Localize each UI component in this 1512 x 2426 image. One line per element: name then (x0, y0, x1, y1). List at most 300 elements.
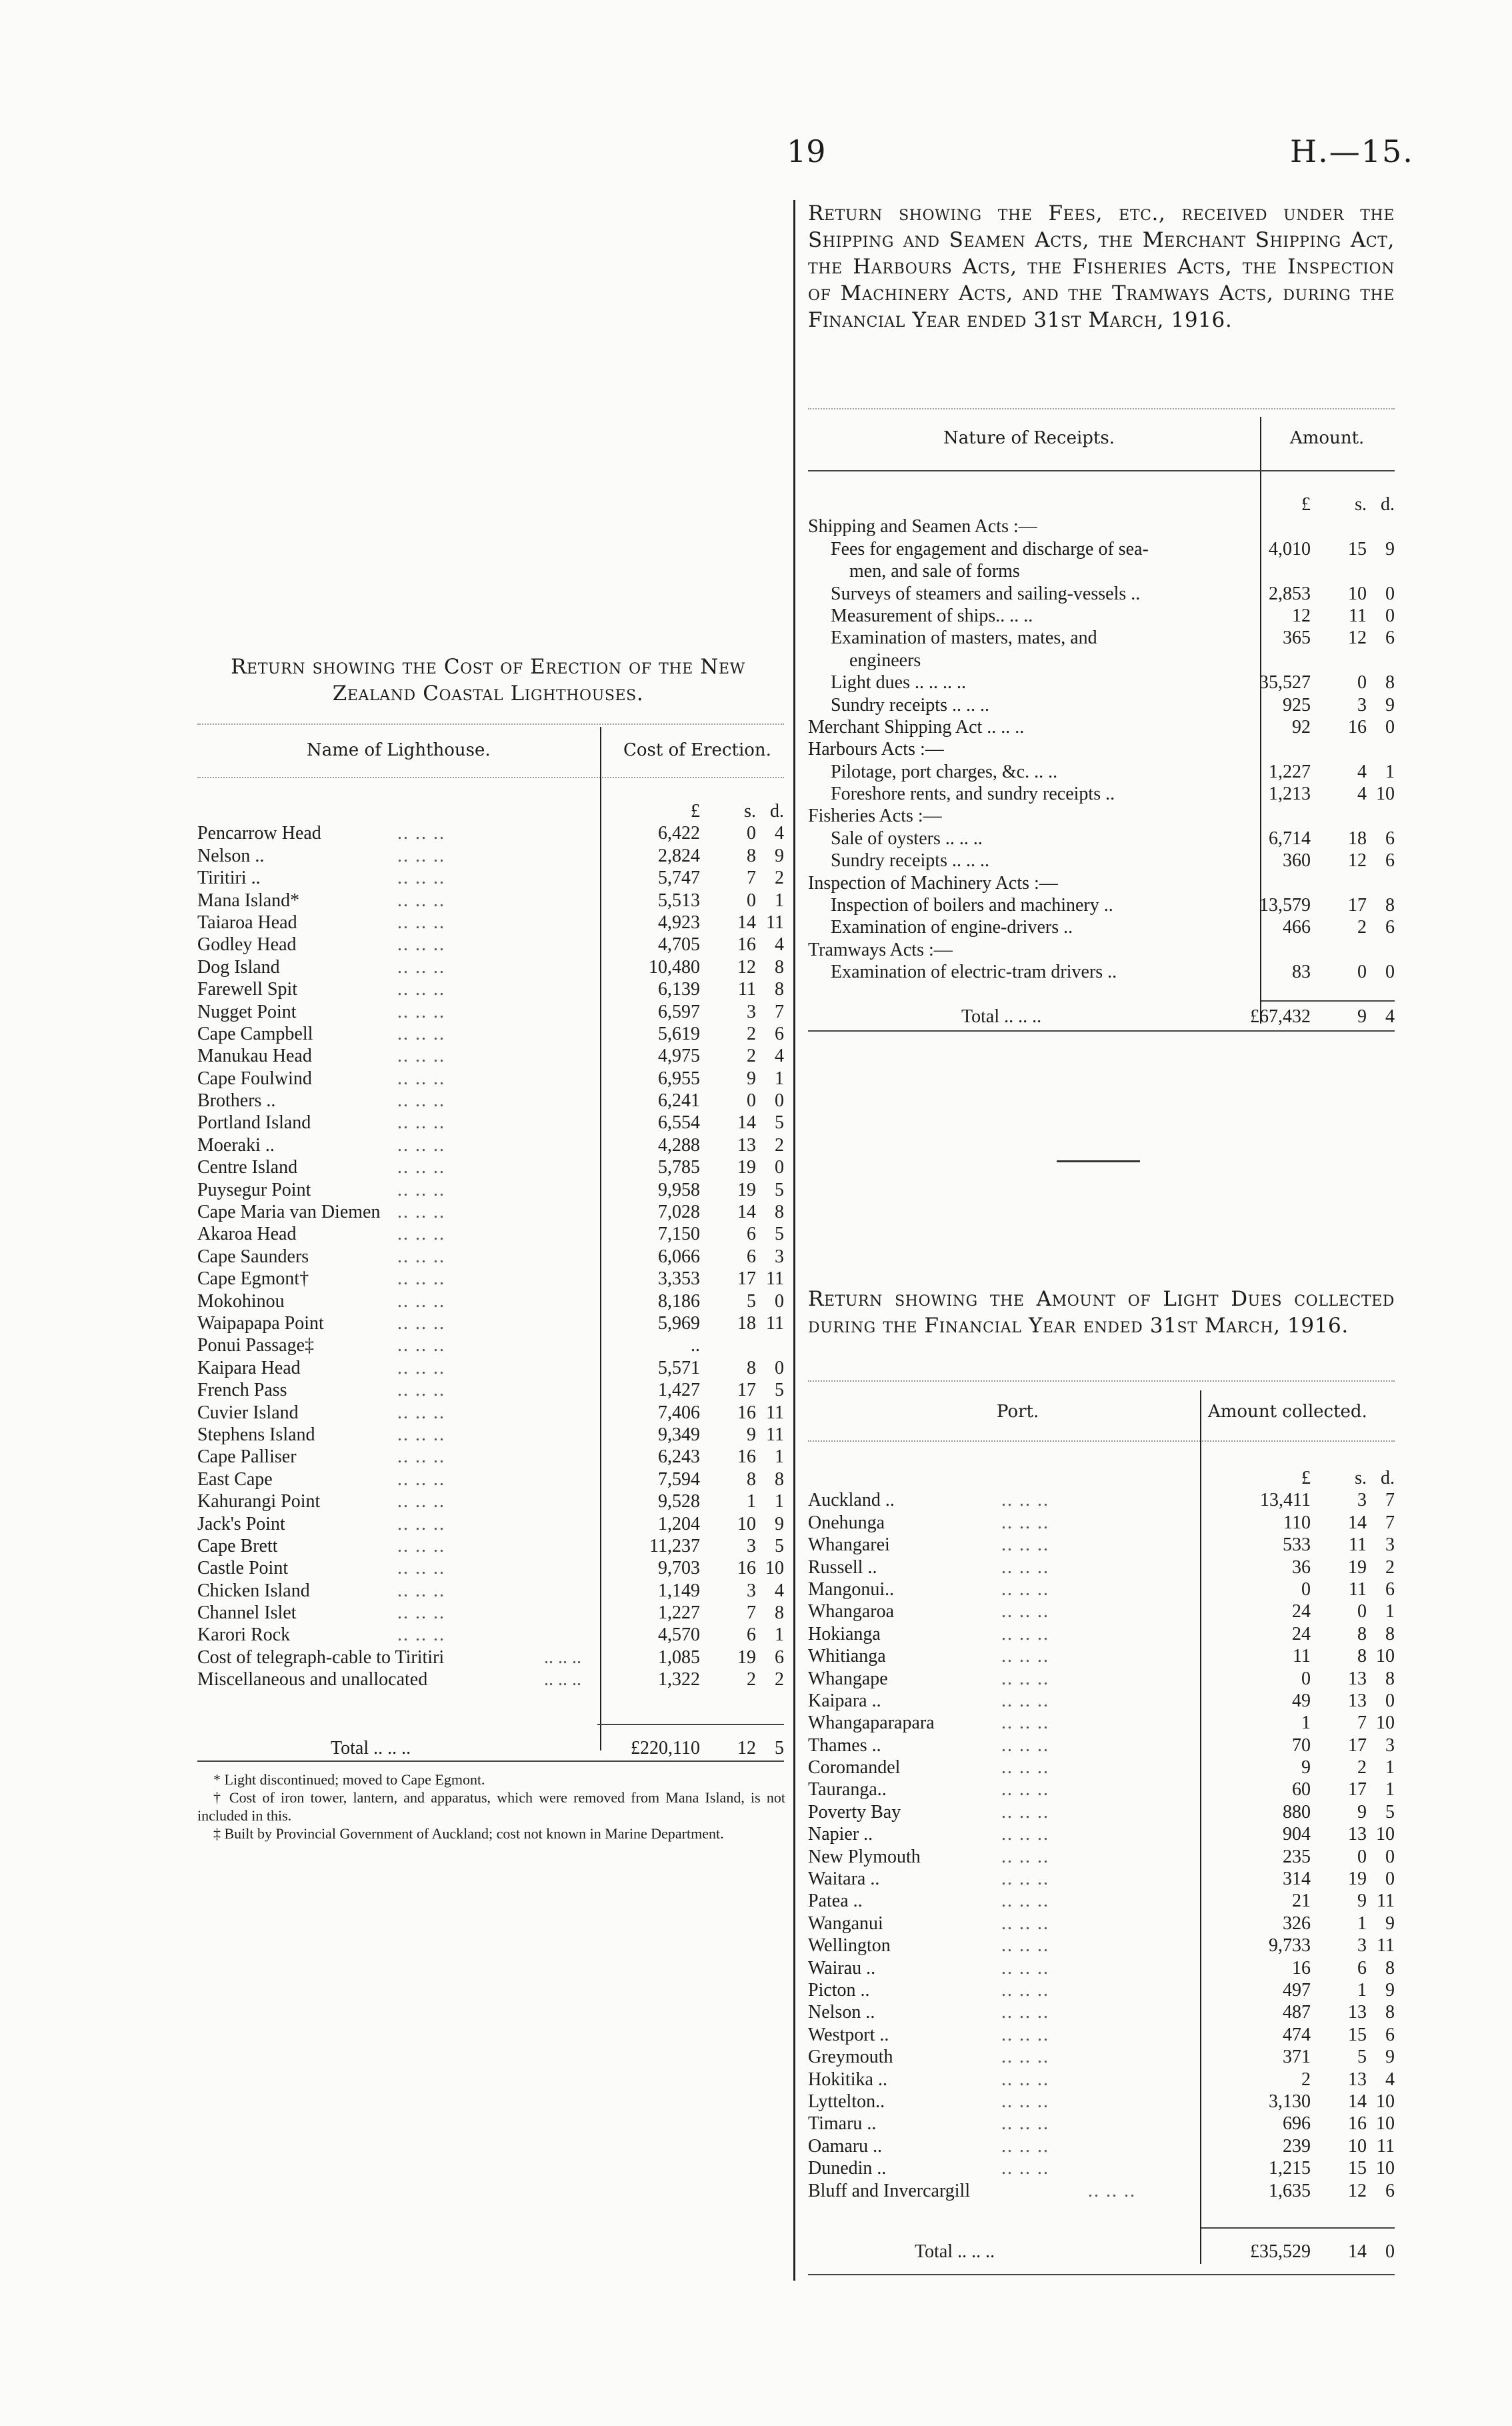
leader-dots: .. .. .. (1001, 1623, 1049, 1644)
fees-row (808, 560, 1395, 582)
port-name: Lyttelton.. (808, 2091, 885, 2112)
leader-dots: .. .. .. (397, 1446, 445, 1468)
lighthouse-row (197, 1535, 784, 1557)
cost-shillings: 18 (737, 1312, 756, 1334)
lighthouse-row (197, 1179, 784, 1201)
fees-row (808, 783, 1395, 805)
lighthouse-footnotes (197, 1770, 785, 1843)
receipt-label: Merchant Shipping Act .. .. .. (808, 716, 1025, 738)
receipt-label: Harbours Acts :— (808, 739, 944, 760)
cost-shillings: 9 (747, 1068, 756, 1089)
lighthouse-row (197, 1468, 784, 1490)
dues-pounds: 49 (1292, 1690, 1311, 1711)
lighthouse-name: Moeraki .. (197, 1134, 275, 1156)
cost-pence: 5 (775, 1224, 784, 1245)
leader-dots: .. .. .. (1001, 2158, 1049, 2179)
amount-shillings: 4 (1357, 761, 1367, 782)
dues-pence: 11 (1377, 2135, 1395, 2157)
lighthouse-name: Cape Foulwind (197, 1068, 312, 1089)
cost-pounds: 1,085 (658, 1646, 700, 1668)
cost-pounds: 4,570 (658, 1624, 700, 1646)
cost-pence: 8 (775, 1202, 784, 1223)
port-name: New Plymouth (808, 1846, 921, 1867)
dues-pence: 2 (1385, 1556, 1395, 1578)
leader-dots: .. .. .. (1001, 1646, 1049, 1667)
fees-row (808, 538, 1395, 560)
leader-dots: .. .. .. (1001, 2113, 1049, 2135)
cost-shillings: 19 (737, 1157, 756, 1178)
cost-shillings: 7 (747, 1602, 756, 1624)
dues-pence: 9 (1385, 2047, 1395, 2068)
amount-shillings: 10 (1348, 583, 1367, 604)
leader-dots: .. .. .. (1001, 1891, 1049, 1912)
cost-pounds: 9,703 (658, 1558, 700, 1579)
cost-pounds: 6,422 (658, 823, 700, 844)
port-name: Coromandel (808, 1757, 901, 1778)
cost-shillings: 12 (737, 956, 756, 978)
leader-dots: .. .. .. (1001, 1712, 1049, 1734)
leader-dots: .. .. .. (397, 1535, 445, 1556)
cost-pounds: 6,066 (658, 1246, 700, 1267)
cost-pence: 11 (766, 1402, 784, 1423)
port-name: Oamaru .. (808, 2135, 883, 2157)
port-name: Auckland .. (808, 1490, 895, 1511)
rule (808, 408, 1395, 409)
lighthouse-name: Pencarrow Head (197, 823, 321, 844)
receipt-label: Light dues .. .. .. .. (831, 672, 966, 694)
lighthouse-name: Kaipara Head (197, 1357, 301, 1378)
cost-shillings: 2 (747, 1669, 756, 1690)
dues-shillings: 14 (1348, 2091, 1367, 2112)
cost-pounds: 4,705 (658, 934, 700, 956)
dues-pounds: 9,733 (1269, 1935, 1311, 1957)
total-pounds: £35,529 (1250, 2241, 1311, 2262)
rule (597, 1724, 784, 1725)
dues-pounds: 487 (1283, 2002, 1311, 2023)
cost-pence: 6 (775, 1646, 784, 1668)
port-row (808, 1600, 1395, 1622)
dues-pounds: 314 (1283, 1869, 1311, 1890)
dues-pounds: 24 (1292, 1623, 1311, 1644)
port-name: Russell .. (808, 1556, 877, 1578)
dues-shillings: 17 (1348, 1734, 1367, 1756)
lighthouse-name: Mokohinou (197, 1290, 285, 1312)
lighthouse-row (197, 912, 784, 934)
leader-dots: .. .. .. (397, 1558, 445, 1579)
port-name: Napier .. (808, 1824, 873, 1845)
lighthouse-row (197, 1090, 784, 1112)
lighthouse-name: Castle Point (197, 1558, 289, 1579)
amount-shillings: 0 (1357, 962, 1367, 983)
lighthouse-name: Tiritiri .. (197, 868, 261, 889)
lighthouse-name: Dog Island (197, 956, 280, 978)
amount-shillings: 3 (1357, 694, 1367, 716)
dues-shillings: 8 (1357, 1623, 1367, 1644)
port-name: Hokianga (808, 1623, 881, 1644)
lighthouse-name: Manukau Head (197, 1046, 312, 1067)
leader-dots: .. .. .. (1088, 2180, 1136, 2201)
port-name: Timaru .. (808, 2113, 877, 2135)
cost-shillings: 0 (747, 1090, 756, 1112)
unit-pounds: £ (691, 801, 700, 822)
leader-dots: .. .. .. (544, 1669, 581, 1690)
cost-pounds: 5,513 (658, 890, 700, 911)
lighthouse-row (197, 1424, 784, 1446)
receipt-label: Sundry receipts .. .. .. (831, 694, 989, 716)
ld-col-amount: Amount collected. (1208, 1402, 1367, 1422)
lighthouse-name: Karori Rock (197, 1624, 291, 1646)
dues-shillings: 13 (1348, 2069, 1367, 2090)
leader-dots: .. .. .. (397, 1380, 445, 1401)
receipt-label: Fisheries Acts :— (808, 806, 942, 827)
leader-dots: .. .. .. (1001, 1734, 1049, 1756)
amount-pence: 9 (1385, 538, 1395, 559)
amount-pence: 8 (1385, 672, 1395, 694)
leader-dots: .. .. .. (1001, 1601, 1049, 1622)
cost-pence: 5 (775, 1112, 784, 1134)
leader-dots: .. .. .. (397, 868, 445, 889)
dues-pounds: 880 (1283, 1801, 1311, 1823)
amount-pence: 6 (1385, 628, 1395, 649)
leader-dots: .. .. .. (397, 890, 445, 911)
rule (808, 2274, 1395, 2275)
cost-pounds: 7,594 (658, 1468, 700, 1490)
cost-pounds: 6,139 (658, 979, 700, 1000)
dues-pence: 1 (1385, 1601, 1395, 1622)
dues-shillings: 8 (1357, 1646, 1367, 1667)
amount-pence: 0 (1385, 716, 1395, 738)
dues-shillings: 16 (1348, 2113, 1367, 2135)
port-row (808, 2001, 1395, 2023)
dues-shillings: 11 (1349, 1534, 1367, 1556)
dues-pence: 8 (1385, 1623, 1395, 1644)
lighthouse-table (197, 800, 784, 1758)
lighthouse-row (197, 1112, 784, 1134)
cost-pounds: 6,955 (658, 1068, 700, 1089)
amount-shillings: 16 (1348, 716, 1367, 738)
leader-dots: .. .. .. (397, 1335, 445, 1356)
amount-pounds: 12 (1292, 605, 1311, 626)
cost-pounds: 5,571 (658, 1357, 700, 1378)
dues-pence: 7 (1385, 1490, 1395, 1511)
leader-dots: .. .. .. (1001, 2135, 1049, 2157)
receipt-label: Inspection of boilers and machinery .. (831, 895, 1113, 916)
cost-shillings: 3 (747, 1580, 756, 1601)
leader-dots: .. .. .. (397, 934, 445, 956)
port-name: Whangape (808, 1668, 888, 1689)
cost-pounds: 7,028 (658, 1202, 700, 1223)
footnote: * Light discontinued; moved to Cape Egmont. (213, 1771, 485, 1788)
port-row (808, 1979, 1395, 2001)
fees-row (808, 761, 1395, 783)
lighthouse-name: Centre Island (197, 1157, 298, 1178)
cost-shillings: 3 (747, 1535, 756, 1556)
cost-pence: 8 (775, 1602, 784, 1624)
lighthouse-row (197, 1668, 784, 1690)
footnote: † Cost of iron tower, lantern, and apparatus, which were removed from Mana Island, is not included in this. (197, 1789, 785, 1824)
cost-pence: 11 (766, 912, 784, 933)
lighthouse-name: Akaroa Head (197, 1224, 297, 1245)
cost-pounds: 9,349 (658, 1424, 700, 1445)
receipt-label: Fees for engagement and discharge of sea- (831, 538, 1149, 559)
lighthouse-row (197, 1268, 784, 1290)
total-pounds: £220,110 (631, 1738, 700, 1758)
lighthouse-row (197, 845, 784, 867)
cost-pence: 8 (775, 979, 784, 1000)
total-pence: 4 (1385, 1006, 1395, 1027)
leader-dots: .. .. .. (1001, 1779, 1049, 1800)
dues-shillings: 13 (1348, 1668, 1367, 1689)
lighthouse-row (197, 1001, 784, 1023)
port-name: Wairau .. (808, 1957, 876, 1979)
lighthouse-row (197, 1624, 784, 1646)
cost-pence: 7 (775, 1001, 784, 1022)
port-row (808, 1690, 1395, 1712)
dues-pounds: 9 (1301, 1757, 1311, 1778)
total-shillings: 14 (1348, 2241, 1367, 2262)
dues-pounds: 533 (1283, 1534, 1311, 1556)
cost-pence: 4 (775, 1580, 784, 1601)
leader-dots: .. .. .. (397, 1424, 445, 1445)
fees-row (808, 805, 1395, 827)
port-row (808, 1890, 1395, 1912)
document-reference: H.—15. (1290, 133, 1414, 169)
unit-pence: d. (1381, 1468, 1395, 1488)
fees-row (808, 515, 1395, 537)
lighthouse-name: Ponui Passage‡ (197, 1335, 314, 1356)
dues-pounds: 1,215 (1269, 2158, 1311, 2179)
cost-shillings: 2 (747, 1046, 756, 1067)
amount-pounds: 6,714 (1269, 828, 1311, 849)
rule (197, 1760, 784, 1762)
cost-pounds: 8,186 (658, 1290, 700, 1312)
dues-pence: 3 (1385, 1734, 1395, 1756)
dues-pence: 5 (1385, 1801, 1395, 1823)
lighthouse-row (197, 1602, 784, 1624)
dues-pence: 1 (1385, 1779, 1395, 1800)
amount-pounds: 83 (1292, 962, 1311, 983)
receipt-label: men, and sale of forms (849, 561, 1020, 582)
amount-pounds: 365 (1283, 628, 1311, 649)
total-shillings: 9 (1357, 1006, 1367, 1027)
leader-dots: .. .. .. (1001, 1757, 1049, 1778)
dues-pence: 1 (1385, 1757, 1395, 1778)
leader-dots: .. .. .. (397, 1023, 445, 1044)
cost-pence: 1 (775, 1446, 784, 1468)
lighthouse-row (197, 956, 784, 978)
dues-pence: 10 (1376, 2158, 1395, 2179)
port-row (808, 2091, 1395, 2113)
cost-pence: 5 (775, 1179, 784, 1200)
fees-row (808, 694, 1395, 716)
cost-pence: 5 (775, 1535, 784, 1556)
cost-pence: 1 (775, 1068, 784, 1089)
receipt-label: Pilotage, port charges, &c. .. .. (831, 761, 1058, 782)
lighthouse-row (197, 1246, 784, 1268)
lighthouse-row (197, 867, 784, 889)
leader-dots: .. .. .. (397, 1312, 445, 1334)
lighthouse-name: Kahurangi Point (197, 1491, 321, 1512)
dues-pence: 0 (1385, 1846, 1395, 1867)
unit-shillings: s. (744, 801, 756, 822)
fees-row (808, 605, 1395, 627)
cost-pounds: 10,480 (649, 956, 700, 978)
port-row (808, 2113, 1395, 2135)
units-row (808, 493, 1395, 515)
lighthouse-row (197, 1402, 784, 1424)
port-row (808, 1489, 1395, 1511)
light-dues-table (808, 1467, 1395, 2262)
leader-dots: .. .. .. (1001, 1534, 1049, 1556)
cost-pounds: 6,241 (658, 1090, 700, 1112)
cost-shillings: 8 (747, 1357, 756, 1378)
leader-dots: .. .. .. (397, 1246, 445, 1267)
cost-pounds: 1,149 (658, 1580, 700, 1601)
page-number: 19 (787, 133, 826, 169)
leader-dots: .. .. .. (397, 1090, 445, 1112)
lighthouse-row (197, 1023, 784, 1045)
total-pounds: £67,432 (1250, 1006, 1311, 1027)
dues-pence: 9 (1385, 1979, 1395, 2001)
cost-pounds: 11,237 (649, 1535, 700, 1556)
dues-pounds: 2 (1301, 2069, 1311, 2090)
dues-pence: 8 (1385, 1957, 1395, 1979)
amount-pounds: 35,527 (1259, 672, 1311, 694)
port-row (808, 1623, 1395, 1645)
fees-row (808, 650, 1395, 672)
dues-pounds: 60 (1292, 1779, 1311, 1800)
leader-dots: .. .. .. (397, 1268, 445, 1290)
lighthouse-row (197, 1379, 784, 1401)
lighthouse-name: Waipapapa Point (197, 1312, 324, 1334)
cost-pence: 9 (775, 845, 784, 866)
total-pence: 0 (1385, 2241, 1395, 2262)
lighthouse-name: Cape Egmont† (197, 1268, 309, 1290)
cost-pounds: 2,824 (658, 845, 700, 866)
port-row (808, 2135, 1395, 2157)
lighthouse-name: Cape Campbell (197, 1023, 313, 1044)
ld-col-port: Port. (997, 1402, 1039, 1422)
port-name: Nelson .. (808, 2002, 875, 2023)
rule (197, 724, 784, 725)
leader-dots: .. .. .. (397, 912, 445, 933)
dues-shillings: 3 (1357, 1935, 1367, 1957)
dues-pounds: 904 (1283, 1824, 1311, 1845)
amount-pounds: 1,227 (1269, 761, 1311, 782)
cost-pence: 10 (765, 1558, 784, 1579)
cost-shillings: 3 (747, 1001, 756, 1022)
cost-pounds: 4,288 (658, 1134, 700, 1156)
cost-pence: 4 (775, 1046, 784, 1067)
port-name: Bluff and Invercargill (808, 2180, 971, 2201)
lighthouse-name: Taiaroa Head (197, 912, 297, 933)
port-name: Patea .. (808, 1891, 863, 1912)
dues-pence: 10 (1376, 2091, 1395, 2112)
amount-pounds: 466 (1283, 917, 1311, 938)
total-label: Total .. .. .. (961, 1006, 1042, 1027)
light-dues-return-title: Return showing the Amount of Light Dues collected during the Financial Year ended 31st March, 1916. (808, 1287, 1395, 1338)
lighthouse-name: Miscellaneous and unallocated (197, 1669, 428, 1690)
cost-shillings: 0 (747, 890, 756, 911)
amount-pence: 0 (1385, 962, 1395, 983)
total-shillings: 12 (737, 1738, 756, 1758)
lighthouse-row (197, 1513, 784, 1535)
rule (808, 1030, 1395, 1032)
receipt-label: Foreshore rents, and sundry receipts .. (831, 784, 1115, 805)
cost-pounds: 9,528 (658, 1491, 700, 1512)
leader-dots: .. .. .. (397, 1602, 445, 1624)
leader-dots: .. .. .. (397, 823, 445, 844)
amount-pounds: 925 (1283, 694, 1311, 716)
lighthouse-row (197, 822, 784, 844)
lighthouse-name: Godley Head (197, 934, 297, 956)
cost-pence: 4 (775, 823, 784, 844)
rule (808, 470, 1395, 471)
leader-dots: .. .. .. (397, 1624, 445, 1646)
leader-dots: .. .. .. (397, 1357, 445, 1378)
unit-pounds: £ (1301, 494, 1311, 515)
lighthouse-row (197, 890, 784, 912)
cost-pence: 0 (775, 1357, 784, 1378)
lighthouse-row (197, 1290, 784, 1312)
leader-dots: .. .. .. (397, 1202, 445, 1223)
fees-row (808, 872, 1395, 894)
leader-dots: .. .. .. (1001, 1668, 1049, 1689)
lighthouse-row (197, 1134, 784, 1156)
cost-pence: 1 (775, 1491, 784, 1512)
port-name: Onehunga (808, 1512, 885, 1533)
dues-pence: 10 (1376, 1824, 1395, 1845)
cost-pence: 2 (775, 868, 784, 889)
leader-dots: .. .. .. (1001, 1979, 1049, 2001)
lh-col-cost: Cost of Erection. (623, 740, 771, 760)
dues-pence: 6 (1385, 2180, 1395, 2201)
leader-dots: .. .. .. (1001, 1913, 1049, 1934)
leader-dots: .. .. .. (397, 1580, 445, 1601)
lighthouse-name: Puysegur Point (197, 1179, 311, 1200)
dues-pence: 4 (1385, 2069, 1395, 2090)
port-name: Dunedin .. (808, 2158, 887, 2179)
leader-dots: .. .. .. (1001, 2024, 1049, 2045)
leader-dots: .. .. .. (1001, 2047, 1049, 2068)
lighthouse-name: Jack's Point (197, 1513, 285, 1534)
dues-shillings: 2 (1357, 1757, 1367, 1778)
leader-dots: .. .. .. (397, 1179, 445, 1200)
unit-shillings: s. (1355, 494, 1367, 515)
lighthouse-row (197, 1580, 784, 1602)
lighthouse-row (197, 1646, 784, 1668)
port-row (808, 2180, 1395, 2202)
port-row (808, 2157, 1395, 2179)
leader-dots: .. .. .. (397, 956, 445, 978)
lighthouse-name: Channel Islet (197, 1602, 297, 1624)
fees-total-row (808, 1006, 1395, 1028)
leader-dots: .. .. .. (397, 1157, 445, 1178)
leader-dots: .. .. .. (397, 1134, 445, 1156)
dues-pounds: 0 (1301, 1668, 1311, 1689)
dues-pounds: 24 (1292, 1601, 1311, 1622)
dues-shillings: 6 (1357, 1957, 1367, 1979)
units-row (808, 1467, 1395, 1489)
dues-shillings: 7 (1357, 1712, 1367, 1734)
port-name: Thames .. (808, 1734, 881, 1756)
leader-dots: .. .. .. (1001, 1556, 1049, 1578)
lighthouse-name: Cape Palliser (197, 1446, 297, 1468)
dues-pence: 10 (1376, 1712, 1395, 1734)
fees-row (808, 894, 1395, 916)
amount-pounds: 4,010 (1269, 538, 1311, 559)
cost-pounds: 7,150 (658, 1224, 700, 1245)
